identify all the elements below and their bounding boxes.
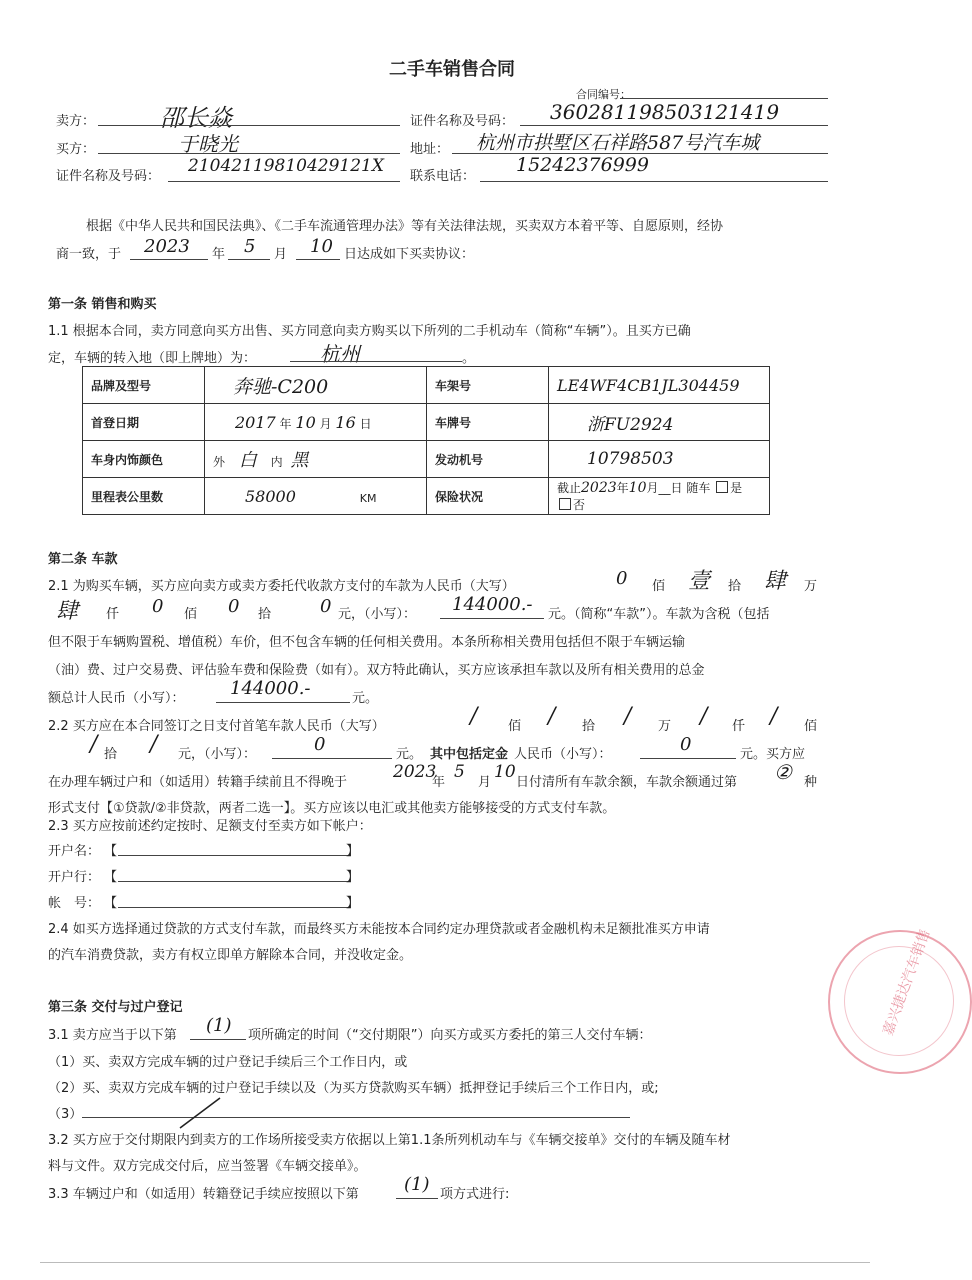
plate-cell[interactable] [549, 404, 770, 441]
reg-date-label: 首登日期 [83, 404, 205, 441]
account-bank-label: 开户行： [48, 870, 101, 885]
account-number-bracket-right: 】 [346, 896, 360, 911]
table-row [83, 441, 770, 478]
seller-id-value[interactable]: 360281198503121419 [550, 100, 780, 124]
ins-yes-checkbox[interactable] [716, 481, 728, 493]
ins-year: 2023 [581, 480, 617, 496]
plate-value: 浙FU2924 [587, 414, 674, 435]
account-number-bracket-left: 【 [104, 896, 118, 911]
art2-l1a: 2.1 为购买车辆，买方应向卖方或卖方委托代收款方支付的车款为人民币（大写） [48, 579, 515, 594]
color-cell[interactable] [205, 441, 427, 478]
intro-day-line [296, 259, 340, 260]
unit-shi-wan: 拾 [728, 579, 742, 594]
unit-bai-2: 佰 [508, 719, 522, 734]
account-bank-field[interactable] [118, 881, 348, 882]
account-bank-bracket-left: 【 [104, 870, 118, 885]
brand-cell[interactable] [205, 367, 427, 404]
deposit-emphasis: 其中包括定金 [430, 747, 509, 762]
pay-month-unit: 月 [478, 775, 492, 790]
account-number-field[interactable] [118, 907, 348, 908]
km-cell[interactable] [205, 478, 427, 515]
art2-l3: 但不限于车辆购置税、增值税）车价，但不包含车辆的任何相关费用。本条所称相关费用包括但不限于车辆运输 [48, 635, 686, 650]
address-label: 地址： [410, 142, 450, 157]
unit-wan-2: 万 [658, 719, 672, 734]
handwritten-slash [176, 1096, 226, 1130]
table-row [83, 367, 770, 404]
table-row [83, 478, 770, 515]
reg-month-unit: 月 [319, 416, 332, 431]
account-number-label: 帐 号： [48, 896, 101, 911]
article-3-heading: 第三条 交付与过户登记 [48, 1000, 183, 1015]
seller-label: 卖方： [56, 114, 96, 129]
buyer-line [98, 153, 400, 154]
km-unit: KM [359, 491, 377, 505]
ins-yes-label: 是 [730, 481, 743, 495]
pay-way-unit: 种 [804, 775, 818, 790]
ins-year-unit: 年 [616, 481, 629, 495]
first-yuan-slash[interactable]: / [150, 732, 158, 757]
insurance-cell[interactable]: 截止2023年10月__日 随车 是 否 [549, 478, 770, 515]
plate-label: 车牌号 [427, 404, 549, 441]
reg-date-cell[interactable] [205, 404, 427, 441]
contract-no-line[interactable] [620, 98, 828, 99]
account-name-bracket-left: 【 [104, 844, 118, 859]
vehicle-table [82, 366, 770, 515]
intro-month-line [228, 259, 270, 260]
first-payment-line [272, 758, 392, 759]
first-shi-slash[interactable]: / [90, 732, 98, 757]
amount-hundred-thousand[interactable]: 0 [616, 568, 628, 589]
deposit-label: 人民币（小写）： [514, 747, 612, 762]
ins-no-checkbox[interactable] [559, 498, 571, 510]
deposit-end: 元。买方应 [740, 747, 806, 762]
color-in-value: 黑 [290, 450, 309, 471]
seal-text: 嘉兴捷达汽车销售 [880, 926, 934, 1038]
ins-until: 截止 [557, 481, 582, 495]
engine-label: 发动机号 [427, 441, 549, 478]
deposit-amount[interactable]: 0 [680, 734, 692, 755]
phone-value[interactable]: 15242376999 [516, 154, 649, 176]
art3-p31a: 3.1 卖方应当于以下第 [48, 1028, 177, 1043]
unit-wan: 万 [804, 579, 818, 594]
unit-yuan-small: 元，（小写）： [338, 607, 417, 622]
transfer-place[interactable]: 杭州 [320, 342, 360, 366]
id-label-buyer: 证件名称及号码： [56, 169, 161, 184]
color-in-label: 内 [270, 455, 283, 469]
account-name-label: 开户名： [48, 844, 101, 859]
intro-year[interactable]: 2023 [144, 236, 190, 257]
art2-p22d: 形式支付【①贷款/②非贷款，两者二选一】。买方应该以电汇或其他卖方能够接受的方式支付车款。 [48, 801, 616, 816]
unit-qian: 仟 [106, 607, 120, 622]
amount-ten-thousand-tens[interactable]: 壹 [688, 569, 711, 594]
buyer-id-value[interactable]: 21042119810429121X [188, 156, 384, 176]
reg-year-unit: 年 [279, 416, 292, 431]
color-label: 车身内饰颜色 [83, 441, 205, 478]
pay-year-unit: 年 [432, 775, 446, 790]
km-label: 里程表公里数 [83, 478, 205, 515]
contract-no-label: 合同编号： [576, 88, 631, 101]
first-bai-wan-slash[interactable]: / [470, 704, 478, 729]
delivery-option-choice[interactable]: (1) [206, 1015, 232, 1036]
amount-ten[interactable]: 0 [228, 596, 240, 617]
first-bai-slash[interactable]: / [770, 704, 778, 729]
art2-l2-end: 元。（简称“车款”）。车款为含税（包括 [548, 607, 770, 622]
account-bank-bracket-right: 】 [346, 870, 360, 885]
pay-month[interactable]: 5 [454, 762, 465, 782]
delivery-option-3-field[interactable] [82, 1117, 630, 1118]
intro-line-1: 根据《中华人民共和国民法典》、《二手车流通管理办法》等有关法律法规，买卖双方本着平等、自愿原则，经协 [86, 219, 724, 234]
unit-bai-3: 佰 [804, 719, 818, 734]
ins-month-unit: 月 [646, 481, 659, 495]
article-1-heading: 第一条 销售和购买 [48, 297, 157, 312]
reg-year: 2017 [235, 412, 276, 432]
pay-year[interactable]: 2023 [393, 762, 437, 782]
art2-p24a: 2.4 如买方选择通过贷款的方式支付车款，而最终买方未能按本合同约定办理贷款或者金融机构未足额批准买方申请 [48, 922, 710, 937]
art2-l4: （油）费、过户交易费、评估验车费和保险费（如有）。双方特此确认，买方应该承担车款以及所有相关费用的总金 [48, 663, 705, 678]
delivery-option-line [190, 1039, 246, 1040]
art2-l5b: 元。 [352, 691, 379, 706]
transfer-option-choice[interactable]: (1) [404, 1174, 430, 1195]
intro-day-unit: 日达成如下买卖协议： [344, 247, 475, 262]
art1-p1b: 定，车辆的转入地（即上牌地）为： [48, 351, 257, 366]
ins-day-with-car: 日 随车 [670, 481, 711, 495]
buyer-label: 买方： [56, 142, 96, 157]
art3-p33a: 3.3 车辆过户和（如适用）转籍登记手续应按照以下第 [48, 1187, 359, 1202]
delivery-option-3: （3） [48, 1107, 83, 1122]
art1-p1-end: 。 [462, 351, 476, 366]
intro-month[interactable]: 5 [244, 236, 256, 257]
table-row [83, 404, 770, 441]
art2-p24b: 的汽车消费贷款，卖方有权立即单方解除本合同，并没收定金。 [48, 948, 413, 963]
ins-month: 10 [628, 480, 647, 496]
seller-line [98, 125, 400, 126]
intro-line-2a: 商一致，于 [56, 247, 122, 262]
art2-p22c1: 在办理车辆过户和（如适用）转籍手续前且不得晚于 [48, 775, 348, 790]
engine-value: 10798503 [587, 449, 674, 469]
account-name-field[interactable] [118, 855, 348, 856]
account-name-bracket-right: 】 [346, 844, 360, 859]
id-label-seller: 证件名称及号码： [410, 114, 515, 129]
amount-yuan[interactable]: 0 [320, 596, 332, 617]
vin-cell[interactable] [549, 367, 770, 404]
page-bottom-rule [40, 1262, 870, 1263]
intro-month-unit: 月 [274, 247, 288, 262]
unit-bai: 佰 [184, 607, 198, 622]
color-out-label: 外 [213, 455, 226, 469]
art3-p31b: 项所确定的时间（“交付期限”）向买方或买方委托的第三人交付车辆： [248, 1028, 652, 1043]
article-2-heading: 第二条 车款 [48, 552, 118, 567]
intro-year-line [130, 259, 208, 260]
amount-numeric-line [440, 618, 544, 619]
pay-day[interactable]: 10 [494, 762, 516, 782]
pay-way-choice[interactable]: ② [774, 760, 792, 784]
amount-hundred[interactable]: 0 [152, 596, 164, 617]
amount-numeric[interactable]: 144000.- [452, 594, 533, 615]
art3-p32b: 料与文件。双方完成交付后，应当签署《车辆交接单》。 [48, 1159, 367, 1174]
reg-day: 16 [335, 412, 356, 432]
intro-day[interactable]: 10 [310, 236, 333, 257]
transfer-option-line [396, 1198, 438, 1199]
company-seal [828, 926, 972, 1074]
amount-ten-thousand[interactable]: 肆 [764, 569, 787, 594]
amount-thousand[interactable]: 肆 [56, 599, 79, 624]
vin-value: LE4WF4CB1JL304459 [557, 375, 740, 395]
first-yuan-end: 元。 [396, 747, 423, 762]
art2-p22a: 2.2 买方应在本合同签订之日支付首笔车款人民币（大写） [48, 719, 385, 734]
deposit-line [640, 758, 736, 759]
engine-cell[interactable] [549, 441, 770, 478]
art2-p22c4: 日付清所有车款余额，车款余额通过第 [516, 775, 738, 790]
km-value: 58000 [245, 486, 296, 506]
art2-p23: 2.3 买方应按前述约定按时、足额支付至卖方如下帐户： [48, 819, 372, 834]
transfer-place-line [290, 361, 462, 362]
address-value[interactable]: 杭州市拱墅区石祥路587号汽车城 [476, 132, 760, 154]
unit-shi-2: 拾 [582, 719, 596, 734]
unit-shi: 拾 [258, 607, 272, 622]
art3-p32a: 3.2 买方应于交付期限内到卖方的工作场所接受卖方依据以上第1.1条所列机动车与《车辆交接单》交付的车辆及随车材 [48, 1133, 731, 1148]
ins-no-label: 否 [573, 498, 586, 512]
first-shi-wan-slash[interactable]: / [548, 704, 556, 729]
first-qian-slash[interactable]: / [700, 704, 708, 729]
first-small-label: 元，（小写）： [178, 747, 257, 762]
intro-year-unit: 年 [212, 247, 226, 262]
phone-label: 联系电话： [410, 169, 476, 184]
delivery-option-1: （1）买、卖双方完成车辆的过户登记手续后三个工作日内，或 [48, 1055, 408, 1070]
seller-id-line [520, 125, 828, 126]
reg-day-unit: 日 [359, 416, 372, 431]
art2-l5a: 额总计人民币（小写）： [48, 691, 185, 706]
unit-shi-3: 拾 [104, 747, 118, 762]
insurance-label: 保险状况 [427, 478, 549, 515]
brand-label: 品牌及型号 [83, 367, 205, 404]
first-wan-slash[interactable]: / [624, 704, 632, 729]
document-title: 二手车销售合同 [389, 59, 515, 80]
phone-line [480, 181, 828, 182]
brand-value: 奔驰-C200 [233, 375, 329, 398]
color-out-value: 白 [238, 450, 257, 471]
first-payment-amount[interactable]: 0 [314, 734, 326, 755]
unit-bai-wan: 佰 [652, 579, 666, 594]
reg-month: 10 [295, 412, 316, 432]
total-amount[interactable]: 144000.- [230, 678, 311, 699]
seller-value[interactable]: 邵长焱 [160, 104, 232, 132]
buyer-value[interactable]: 于晓光 [178, 132, 238, 156]
art3-p33b: 项方式进行: [440, 1187, 510, 1202]
buyer-id-line [168, 181, 400, 182]
art1-p1a: 1.1 根据本合同，卖方同意向买方出售、买方同意向卖方购买以下所列的二手机动车（简称“车辆”）。且买方已确 [48, 324, 691, 339]
vin-label: 车架号 [427, 367, 549, 404]
unit-qian-2: 仟 [732, 719, 746, 734]
delivery-option-2: （2）买、卖双方完成车辆的过户登记手续以及（为买方贷款购买车辆）抵押登记手续后三个工作日内，或; [48, 1081, 659, 1096]
total-amount-line [216, 702, 350, 703]
